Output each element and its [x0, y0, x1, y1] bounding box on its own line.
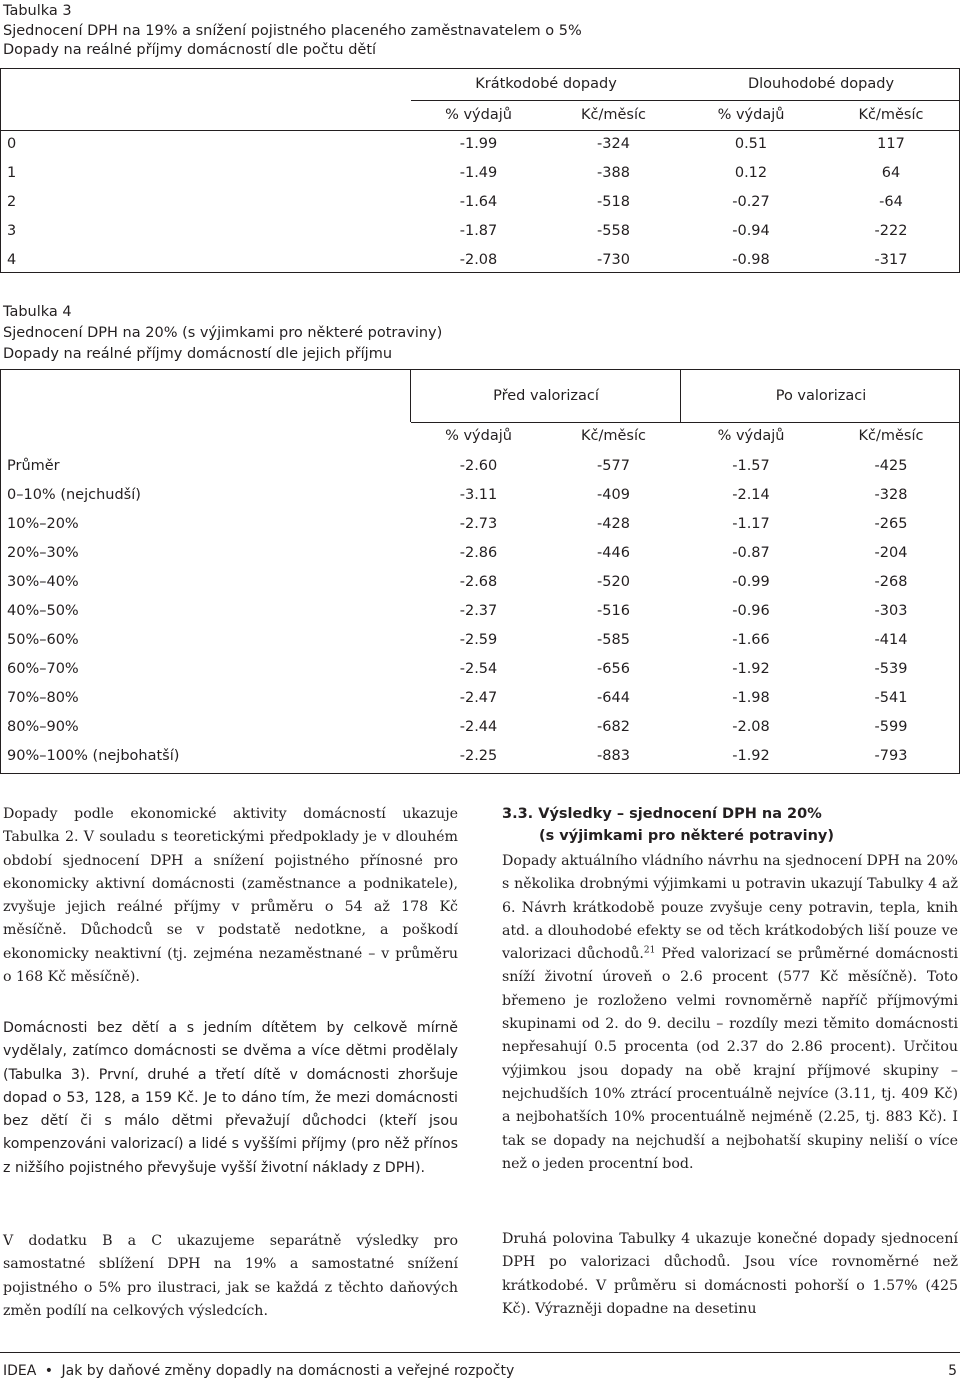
table4-col-header: % výdajů	[717, 428, 785, 444]
table-cell: -1.98	[732, 690, 770, 706]
table-cell: -0.87	[732, 545, 770, 561]
table-cell: -265	[874, 516, 908, 532]
table-row	[1, 452, 959, 481]
row-label: 20%–30%	[7, 545, 79, 561]
row-label: Průměr	[7, 458, 60, 474]
table4-title: Sjednocení DPH na 20% (s výjimkami pro některé potraviny)	[3, 325, 443, 341]
footnote-ref[interactable]: 21	[643, 945, 656, 956]
table-cell: -2.86	[459, 545, 498, 561]
table3-title: Sjednocení DPH na 19% a snížení pojistného placeného zaměstnavatelem o 5%	[3, 22, 582, 39]
paragraph: Domácnosti bez dětí a s jedním dítětem by celkově mírně vydělaly, zatímco domácnosti se dvěma a více dětmi prodělaly (Tabulka 3). První, druhé a třetí dítě v domácnosti zhoršuje dopad o 53, 128, a 159 Kč. Je to dáno tím, že mezi domácnosti bez dětí či s málo dětmi převažují důchodci (kteří jsou kompenzováni valorizací) a lidé s vyššími příjmy (pro něž přínos z nižšího pojistného převyšuje vyšší životní náklady z DPH).	[3, 1020, 458, 1176]
paragraph	[502, 850, 958, 1176]
table-row	[1, 655, 959, 684]
table-cell: -1.87	[459, 223, 498, 239]
table-row	[1, 159, 959, 188]
table4-col-header-row	[1, 422, 959, 451]
table-row	[1, 510, 959, 539]
table-cell: -577	[597, 458, 630, 474]
table-cell: -0.96	[732, 603, 770, 619]
table-cell: -0.27	[732, 194, 770, 210]
table-cell: -328	[874, 487, 908, 503]
footer-divider	[0, 1352, 960, 1353]
table-cell: -446	[597, 545, 630, 561]
bullet-icon: •	[44, 1363, 54, 1379]
table-cell: -1.57	[732, 458, 770, 474]
section-heading-line: (s výjimkami pro některé potraviny)	[539, 828, 834, 844]
table-row	[1, 742, 959, 771]
table-cell: -414	[874, 632, 908, 648]
table-cell: -0.94	[732, 223, 770, 239]
table-cell: -2.54	[459, 661, 498, 677]
table-cell: -64	[879, 194, 903, 210]
table-cell: -204	[874, 545, 908, 561]
table-cell: -1.66	[732, 632, 770, 648]
row-label: 30%–40%	[7, 574, 79, 590]
table-cell: -2.25	[459, 748, 498, 764]
table-cell: 64	[881, 165, 901, 181]
table-row	[1, 597, 959, 626]
table-cell: -428	[597, 516, 630, 532]
row-label: 0–10% (nejchudší)	[7, 487, 141, 503]
table-cell: -409	[597, 487, 630, 503]
table4-subtitle: Dopady na reálné příjmy domácností dle jejich příjmu	[3, 346, 393, 362]
row-label: 70%–80%	[7, 690, 79, 706]
table-cell: -2.73	[459, 516, 498, 532]
table-cell: -2.47	[459, 690, 498, 706]
table3-subtitle: Dopady na reálné příjmy domácností dle počtu dětí	[3, 42, 377, 58]
section-heading	[502, 803, 958, 847]
table-cell: -883	[597, 748, 630, 764]
table3	[0, 68, 960, 273]
table-cell: -1.49	[459, 165, 498, 181]
row-label: 40%–50%	[7, 603, 79, 619]
table-cell: -303	[874, 603, 908, 619]
table-row	[1, 684, 959, 713]
table4-group-header-row	[1, 382, 959, 411]
table-cell: -516	[597, 603, 630, 619]
table4-group-header: Po valorizaci	[775, 388, 867, 404]
row-label: 0	[7, 136, 17, 152]
table4	[0, 369, 960, 774]
table-cell: -1.92	[732, 661, 770, 677]
table4-caption	[3, 302, 442, 365]
table-cell: -541	[874, 690, 908, 706]
table-cell: -324	[597, 136, 630, 152]
table-row	[1, 481, 959, 510]
paragraph: Druhá polovina Tabulky 4 ukazuje konečné dopady sjednocení DPH po valorizaci důchodů. Jsou více rovnoměrné než krátkodobé. V průměru si domácnosti pohorší o 1.57% (425 Kč). Výrazněji dopadne na desetinu	[502, 1231, 958, 1317]
row-label: 80%–90%	[7, 719, 79, 735]
table-cell: 117	[877, 136, 905, 152]
table-cell: -2.14	[732, 487, 770, 503]
table4-group-header: Před valorizací	[493, 388, 599, 404]
table4-col-header: % výdajů	[445, 428, 512, 444]
table-cell: -793	[874, 748, 908, 764]
table-row	[1, 539, 959, 568]
row-label: 2	[7, 194, 17, 210]
table-cell: -317	[874, 252, 908, 268]
table-cell: -656	[597, 661, 630, 677]
table3-number: Tabulka 3	[3, 3, 72, 19]
row-label: 1	[7, 165, 17, 181]
table4-col-header: Kč/měsíc	[858, 428, 924, 444]
table-cell: -1.64	[459, 194, 498, 210]
row-label: 90%–100% (nejbohatší)	[7, 748, 180, 764]
table-row	[1, 246, 959, 275]
table-cell: 0.12	[734, 165, 768, 181]
table-cell: -0.98	[732, 252, 770, 268]
table-cell: -425	[874, 458, 908, 474]
table3-col-header: Kč/měsíc	[858, 107, 924, 123]
table-cell: -599	[874, 719, 908, 735]
table3-group-header: Dlouhodobé dopady	[747, 76, 895, 92]
footer-brand: IDEA	[3, 1363, 37, 1379]
table-row	[1, 130, 959, 159]
table-cell: -585	[597, 632, 630, 648]
table-cell: -1.17	[732, 516, 770, 532]
paragraph: Dopady podle ekonomické aktivity domácností ukazuje Tabulka 2. V souladu s teoretickými předpoklady je v dlouhém období sjednocení DPH a snížení pojistného přínosné pro ekonomicky aktivní domácnosti (zaměstnance a podnikatele), zvyšuje jejich reálné příjmy v průměru o 54 až 178 Kč měsíčně. Důchodců se v podstatě nedotkne, a poškodí ekonomicky neaktivní (tj. zejména nezaměstnané – v průměru o 168 Kč měsíčně).	[3, 806, 458, 986]
paragraph-text: Dopady aktuálního vládního návrhu na sjednocení DPH na 20% s několika drobnými výjimkami u potravin ukazují Tabulky 4 až 6. Návrh krátkodobě pouze zvyšuje ceny potravin, tepla, knih atd. a dlouhodobé efekty se od těch krátkodobých liší pouze ve valorizaci důchodů.	[502, 853, 958, 963]
table3-col-header-row	[1, 101, 959, 130]
section-heading-line: 3.3. Výsledky – sjednocení DPH na 20%	[502, 806, 822, 822]
table3-group-header: Krátkodobé dopady	[475, 76, 617, 92]
table-cell: -0.99	[732, 574, 770, 590]
table4-number: Tabulka 4	[3, 304, 72, 320]
table-cell: -2.37	[459, 603, 498, 619]
table-cell: -1.99	[459, 136, 498, 152]
row-label: 4	[7, 252, 17, 268]
table-row	[1, 626, 959, 655]
table-cell: -539	[874, 661, 908, 677]
table-cell: -644	[597, 690, 630, 706]
table-cell: -2.08	[459, 252, 498, 268]
table-cell: -268	[874, 574, 908, 590]
table3-caption	[3, 2, 582, 61]
row-label: 50%–60%	[7, 632, 79, 648]
table-cell: -520	[597, 574, 630, 590]
table-row	[1, 188, 959, 217]
table-cell: -730	[597, 252, 630, 268]
table4-col-header: Kč/měsíc	[581, 428, 646, 444]
table-row	[1, 568, 959, 597]
table-cell: -388	[597, 165, 630, 181]
table-cell: -2.59	[459, 632, 498, 648]
table-cell: -682	[597, 719, 630, 735]
row-label: 3	[7, 223, 17, 239]
table-cell: -222	[874, 223, 908, 239]
table-cell: 0.51	[734, 136, 768, 152]
table-cell: -558	[597, 223, 630, 239]
table-cell: -2.08	[732, 719, 770, 735]
table-cell: -2.60	[459, 458, 498, 474]
table-cell: -518	[597, 194, 630, 210]
row-label: 10%–20%	[7, 516, 79, 532]
paragraph: V dodatku B a C ukazujeme separátně výsledky pro samostatné sblížení DPH na 19% a samostatné snížení pojistného o 5% pro ilustraci, jak se každá z těchto daňových změn podílí na celkových výsledcích.	[3, 1233, 458, 1319]
table3-col-header: Kč/měsíc	[581, 107, 646, 123]
table3-group-header-row	[1, 70, 959, 99]
table-cell: -2.68	[459, 574, 498, 590]
table-cell: -2.44	[459, 719, 498, 735]
table-row	[1, 217, 959, 246]
page-footer	[3, 1361, 957, 1381]
table3-col-header: % výdajů	[717, 107, 785, 123]
table3-col-header: % výdajů	[445, 107, 512, 123]
page-number: 5	[948, 1363, 957, 1379]
footer-title: Jak by daňové změny dopadly na domácnosti a veřejné rozpočty	[61, 1363, 515, 1379]
table-cell: -3.11	[459, 487, 498, 503]
table-cell: -1.92	[732, 748, 770, 764]
row-label: 60%–70%	[7, 661, 79, 677]
table-row	[1, 713, 959, 742]
paragraph-text: Před valorizací se průměrné domácnosti sníží životní úroveň o 2.6 procent (577 Kč měsíčně). Toto břemeno je rozloženo velmi rovnoměrně napříč příjmovými skupinami od 2. do 9. decilu – rozdíly mezi těmito domácnosti nepřesahují 0.5 procenta (od 2.37 do 2.86 procent). Určitou výjimkou jsou dopady na obě krajní příjmové skupiny – nejchudších 10% ztrácí procentuálně nejvíce (3.11, tj. 409 Kč) a nejbohatších 10% procentuálně nejméně (2.25, tj. 883 Kč). I tak se dopady na nejchudší a nejbohatší skupiny neliší o více než o jeden procentní bod.	[502, 946, 958, 1172]
